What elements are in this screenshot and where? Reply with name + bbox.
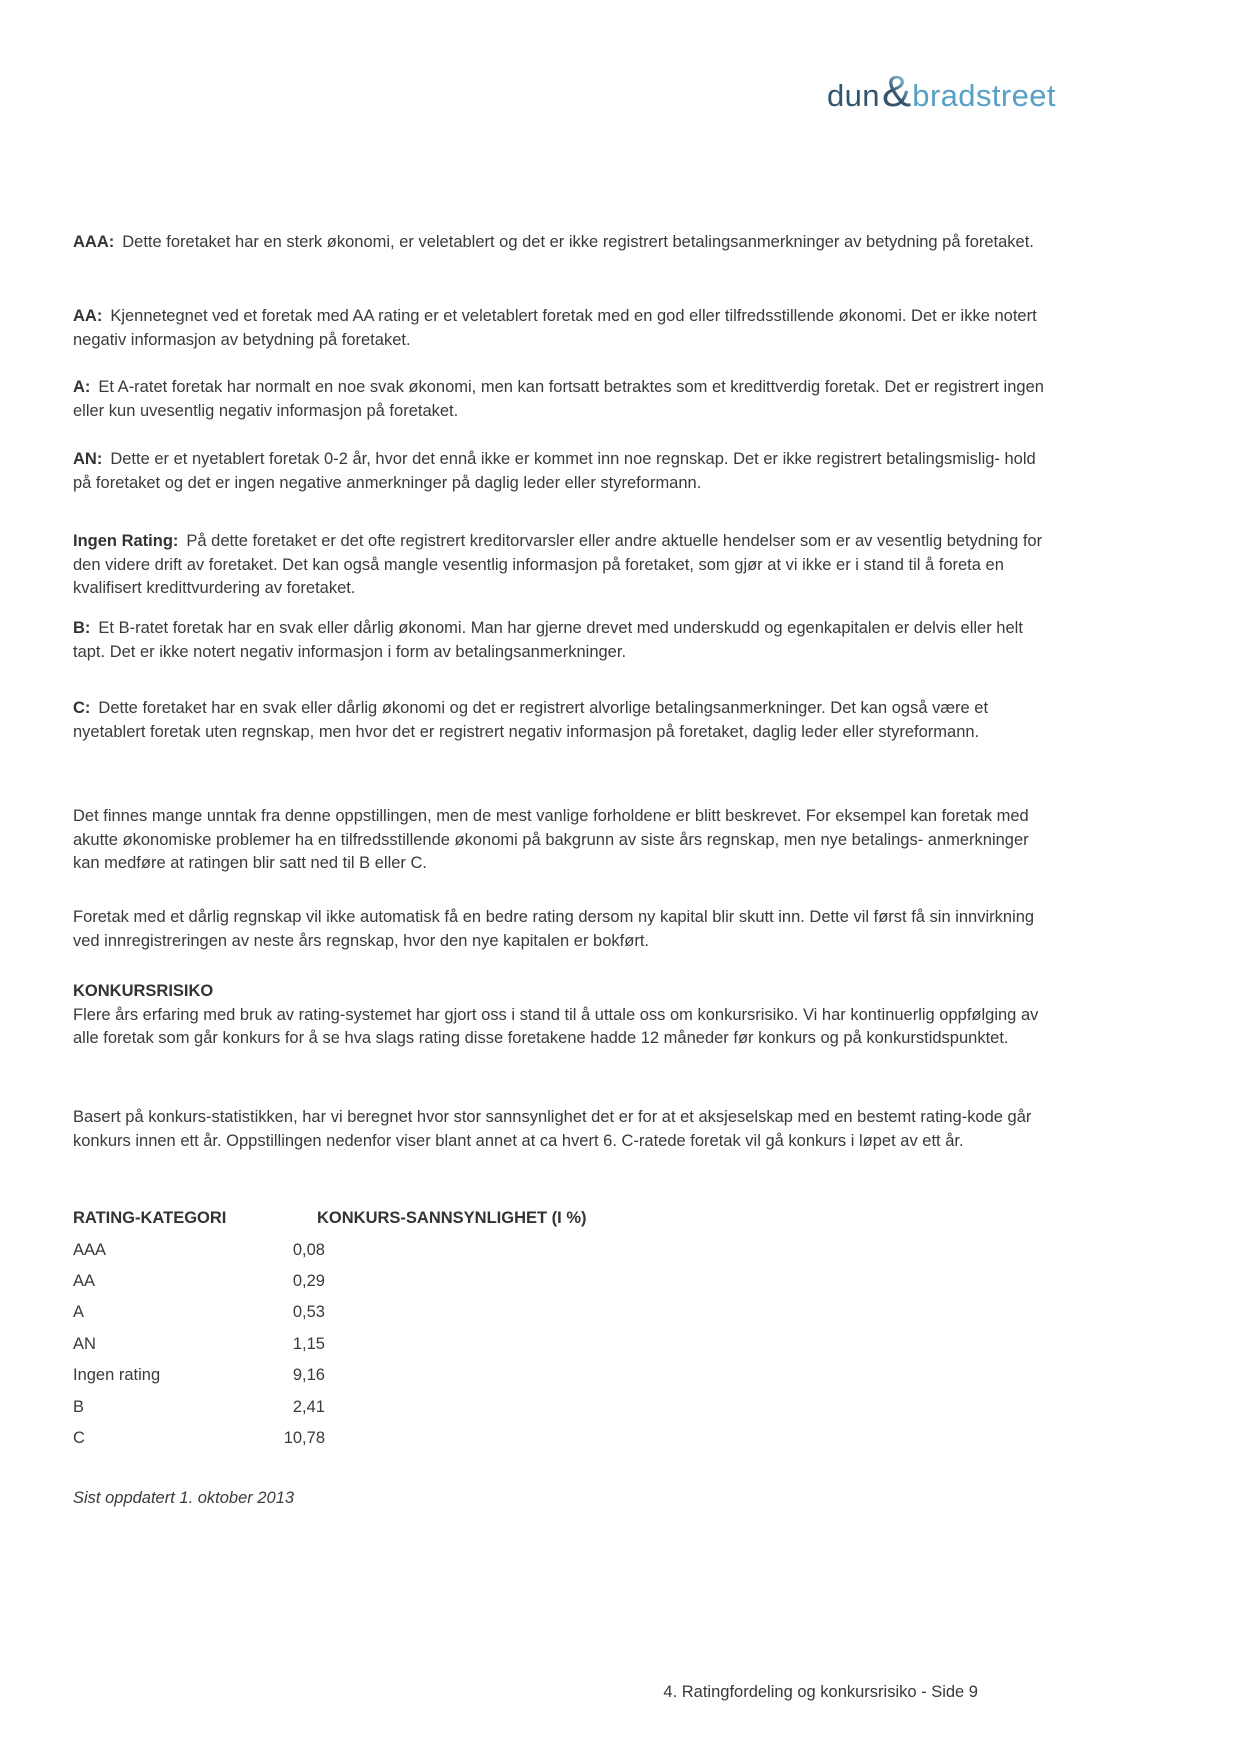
- table-row-c: [73, 1423, 673, 1454]
- table-cell-value: 0,53: [292, 1303, 325, 1322]
- table-cell-label: AAA: [73, 1240, 107, 1259]
- table-cell-label: C: [73, 1428, 85, 1447]
- table-row-an: [73, 1329, 673, 1360]
- rating-probability-table: [73, 1203, 673, 1454]
- section-konkursrisiko-body: Flere års erfaring med bruk av rating-systemet har gjort oss i stand til å uttale oss om konkursrisiko. Vi har kontinuerlig oppfølging av alle foretak som går konkurs for å se hva slags rating disse foretakene hadde 12 måneder før konkurs og på konkurstidspunktet.: [73, 1005, 1039, 1047]
- paragraph-aaa-text: Dette foretaket har en sterk økonomi, er veletablert og det er ikke registrert betalingsanmerkninger av betydning på foretaket.: [122, 233, 1034, 251]
- table-cell-value: 9,16: [292, 1366, 325, 1385]
- table-row-aaa: [73, 1234, 673, 1265]
- paragraph-aaa: [73, 231, 1053, 255]
- last-updated-note: Sist oppdatert 1. oktober 2013: [73, 1489, 295, 1507]
- table-header-konkurs-sannsynlighet: KONKURS-SANNSYNLIGHET (I %): [317, 1209, 587, 1228]
- table-cell-label: Ingen rating: [73, 1366, 161, 1385]
- rating-label-aaa: AAA:: [73, 233, 115, 251]
- section-konkursrisiko: [73, 980, 1053, 1051]
- paragraph-ingen-rating: [73, 530, 1053, 601]
- rating-label-b: B:: [73, 619, 91, 637]
- logo-ampersand-icon: &: [881, 67, 912, 116]
- paragraph-exceptions: [73, 805, 1053, 876]
- table-cell-label: B: [73, 1397, 85, 1416]
- paragraph-new-capital: [73, 906, 1053, 953]
- table-row-a: [73, 1297, 673, 1328]
- table-cell-value: 0,29: [292, 1271, 325, 1290]
- table-row-ingen-rating: [73, 1360, 673, 1391]
- table-row-aa: [73, 1266, 673, 1297]
- page-footer: 4. Ratingfordeling og konkursrisiko - Side 9: [663, 1683, 978, 1701]
- paragraph-a: [73, 376, 1053, 423]
- table-header-row: [73, 1203, 673, 1234]
- rating-label-ingen-rating: Ingen Rating:: [73, 532, 179, 550]
- dun-bradstreet-logo: [827, 67, 1056, 116]
- paragraph-a-text: Et A-ratet foretak har normalt en noe svak økonomi, men kan fortsatt betraktes som et kredittverdig foretak. Det er registrert ingen eller kun uvesentlig negativ informasjon på foretaket.: [73, 378, 1044, 420]
- rating-label-aa: AA:: [73, 307, 103, 325]
- rating-label-c: C:: [73, 699, 91, 717]
- paragraph-c-text: Dette foretaket har en svak eller dårlig økonomi og det er registrert alvorlige betalingsanmerkninger. Det kan også være et nyetablert foretak uten regnskap, men hvor det er registrert negativ informasjon på foretaket, daglig leder eller styreformann.: [73, 699, 989, 741]
- paragraph-aa-text: Kjennetegnet ved et foretak med AA rating er et veletablert foretak med en god eller tilfredsstillende økonomi. Det er ikke notert negativ informasjon av betydning på foretaket.: [73, 307, 1037, 349]
- table-cell-value: 2,41: [292, 1397, 325, 1416]
- table-row-b: [73, 1391, 673, 1422]
- table-cell-label: AA: [73, 1271, 96, 1290]
- paragraph-aa: [73, 305, 1053, 352]
- rating-label-a: A:: [73, 378, 91, 396]
- section-heading-konkursrisiko: KONKURSRISIKO: [73, 982, 214, 1000]
- table-cell-label: A: [73, 1303, 85, 1322]
- table-cell-value: 10,78: [283, 1428, 325, 1447]
- paragraph-ingen-rating-text: På dette foretaket er det ofte registrert kreditorvarsler eller andre aktuelle hendelser som er av vesentlig betydning for den videre drift av foretaket. Det kan også mangle vesentlig informasjon på foretaket, som gjør at vi ikke er i stand til å foreta en kvalifisert kredittvurdering av foretaket.: [73, 532, 1043, 597]
- paragraph-konkurs-statistikk: [73, 1106, 1053, 1153]
- paragraph-c: [73, 697, 1053, 744]
- table-header-rating-kategori: RATING-KATEGORI: [73, 1209, 227, 1228]
- paragraph-new-capital-text: Foretak med et dårlig regnskap vil ikke automatisk få en bedre rating dersom ny kapital blir skutt inn. Dette vil først få sin innvirkning ved innregistreringen av neste års regnskap, hvor den nye kapitalen er bokført.: [73, 908, 1035, 950]
- table-cell-value: 0,08: [292, 1240, 325, 1259]
- paragraph-konkurs-statistikk-text: Basert på konkurs-statistikken, har vi beregnet hvor stor sannsynlighet det er for at et aksjeselskap med en bestemt rating-kode går konkurs innen ett år. Oppstillingen nedenfor viser blant annet at ca hvert 6. C-ratede foretak vil gå konkurs i løpet av ett år.: [73, 1108, 1032, 1150]
- paragraph-exceptions-text: Det finnes mange unntak fra denne oppstillingen, men de mest vanlige forholdene er blitt beskrevet. For eksempel kan foretak med akutte økonomiske problemer ha en tilfredsstillende økonomi på bakgrunn av siste års regnskap, men nye betalings- anmerkninger kan medføre at ratingen blir satt ned til B eller C.: [73, 807, 1029, 872]
- table-cell-value: 1,15: [292, 1334, 325, 1353]
- paragraph-an: [73, 448, 1053, 495]
- table-cell-label: AN: [73, 1334, 96, 1353]
- rating-label-an: AN:: [73, 450, 103, 468]
- paragraph-an-text: Dette er et nyetablert foretak 0-2 år, hvor det ennå ikke er kommet inn noe regnskap. Det er ikke registrert betalingsmislig- hold på foretaket og det er ingen negative anmerkninger på daglig leder eller styreformann.: [73, 450, 1036, 492]
- paragraph-b-text: Et B-ratet foretak har en svak eller dårlig økonomi. Man har gjerne drevet med underskudd og egenkapitalen er delvis eller helt tapt. Det er ikke notert negativ informasjon i form av betalingsanmerkninger.: [73, 619, 1023, 661]
- logo-text-bradstreet: bradstreet: [912, 78, 1056, 113]
- paragraph-b: [73, 617, 1053, 664]
- logo-text-dun: dun: [827, 78, 880, 113]
